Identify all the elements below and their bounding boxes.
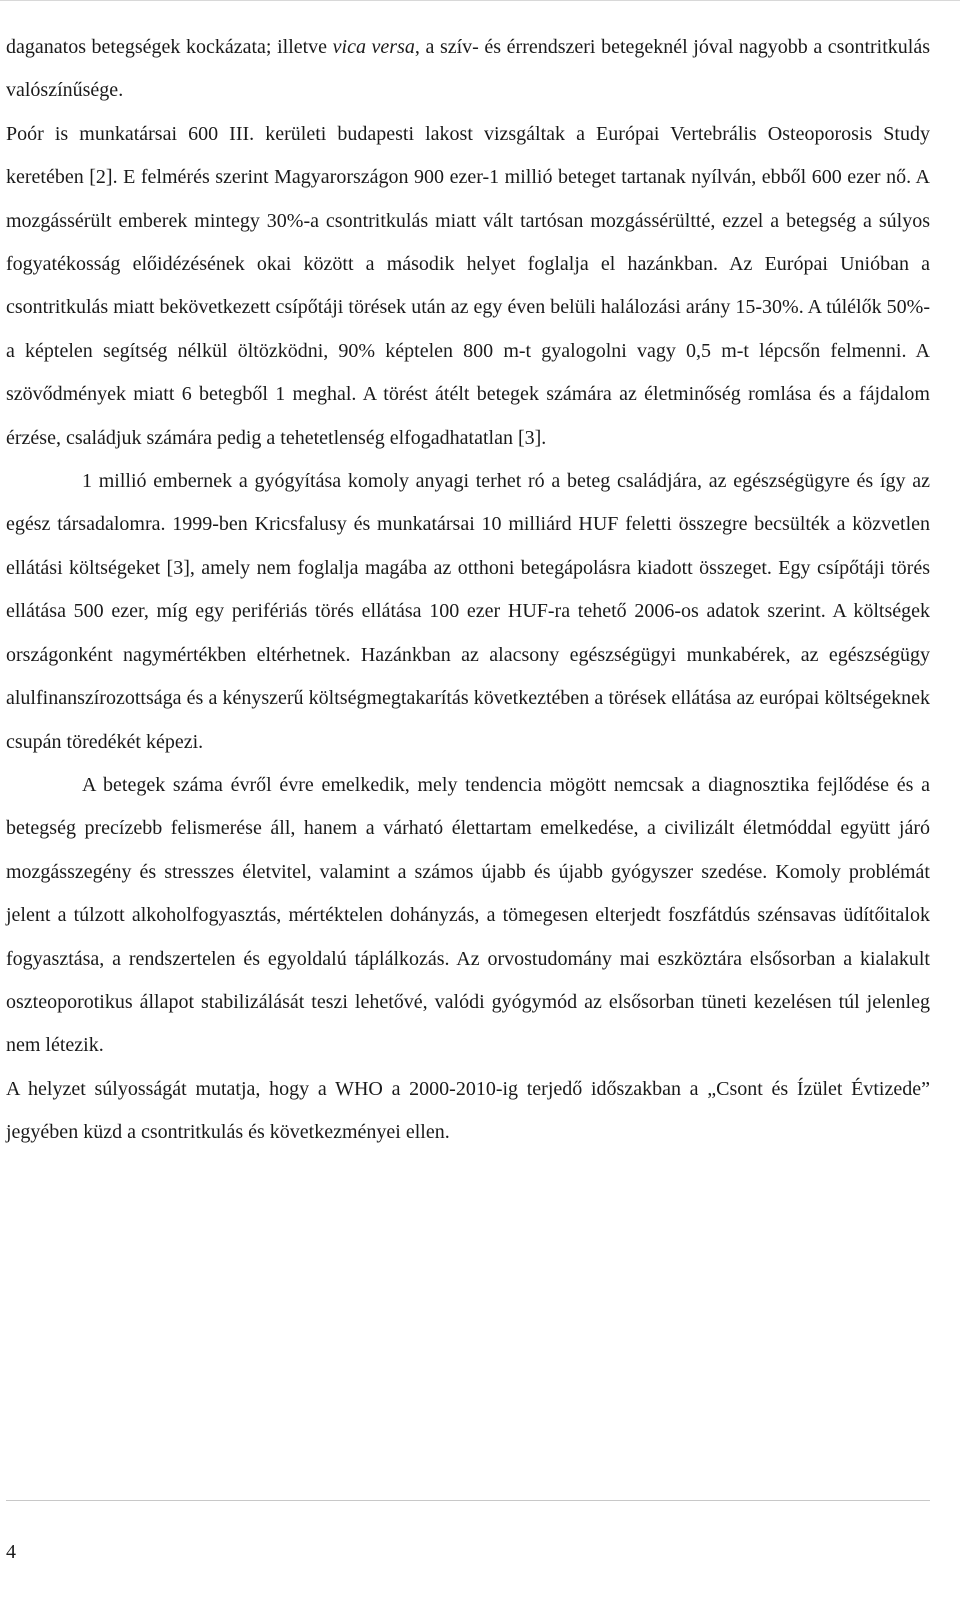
- paragraph-2: Poór is munkatársai 600 III. kerületi budapesti lakost vizsgáltak a Európai Vertebrális Osteoporosis Study keretében [2]. E felmérés szerint Magyarországon 900 ezer-1 millió beteget tartanak nyílván, ebből 600 ezer nő. A mozgássérült emberek mintegy 30%-a csontritkulás miatt vált tartósan mozgássérültté, ezzel a betegség a súlyos fogyatékosság előidézésének okai között a második helyet foglalja el hazánkban. Az Európai Unióban a csontritkulás miatt bekövetkezett csípőtáji törések után az egy éven belüli halálozási arány 15-30%. A túlélők 50%-a képtelen segítség nélkül öltözködni, 90% képtelen 800 m-t gyalogolni vagy 0,5 m-t lépcsőn felmenni. A szövődmények miatt 6 betegből 1 meghal. A törést átélt betegek számára az életminőség romlása és a fájdalom érzése, családjuk számára pedig a tehetetlenség elfogadhatatlan [3].: [6, 122, 930, 449]
- document-body: [6, 26, 930, 1155]
- paragraph-4: A betegek száma évről évre emelkedik, mely tendencia mögött nemcsak a diagnosztika fejlődése és a betegség precízebb felismerése áll, hanem a várható élettartam emelkedése, a civilizált életmóddal együtt járó mozgásszegény és stresszes életvitel, valamint a számos újabb és újabb gyógyszer szedése. Komoly problémát jelent a túlzott alkoholfogyasztás, mértéktelen dohányzás, a tömegesen elterjedt foszfátdús szénsavas üdítőitalok fogyasztása, a rendszertelen és egyoldalú táplálkozás. Az orvostudomány mai eszköztára elsősorban a kialakult oszteoporotikus állapot stabilizálását teszi lehetővé, valódi gyógymód az elsősorban tüneti kezelésen túl jelenleg nem létezik.: [6, 773, 930, 1057]
- top-rule: [0, 0, 960, 5]
- paragraph-1-end: , a szív- és érrendszeri betegeknél jóval nagyobb a csontritkulás valószínűsége.: [6, 36, 930, 102]
- paragraph-1: [6, 26, 930, 113]
- paragraph-5: A helyzet súlyosságát mutatja, hogy a WHO a 2000-2010-ig terjedő időszakban a „Csont és Ízület Évtizede” jegyében küzd a csontritkulás és következményei ellen.: [6, 1077, 930, 1144]
- paragraph-1-italic: vica versa: [332, 36, 415, 58]
- paragraph-3: 1 millió embernek a gyógyítása komoly anyagi terhet ró a beteg családjára, az egészségügyre és így az egész társadalomra. 1999-ben Kricsfalusy és munkatársai 10 milliárd HUF feletti összegre becsülték a közvetlen ellátási költségeket [3], amely nem foglalja magába az otthoni betegápolásra kiadott összeget. Egy csípőtáji törés ellátása 500 ezer, míg egy perifériás törés ellátása 100 ezer HUF-ra tehető 2006-os adatok szerint. A költségek országonként nagymértékben eltérhetnek. Hazánkban az alacsony egészségügyi munkabérek, az egészségügy alulfinanszírozottsága és a kényszerű költségmegtakarítás következtében a törések ellátása az európai költségeknek csupán töredékét képezi.: [6, 470, 930, 753]
- paragraph-1-start: daganatos betegségek kockázata; illetve: [6, 36, 333, 58]
- page-number: 4: [6, 1541, 16, 1563]
- footer-rule: [6, 1500, 930, 1501]
